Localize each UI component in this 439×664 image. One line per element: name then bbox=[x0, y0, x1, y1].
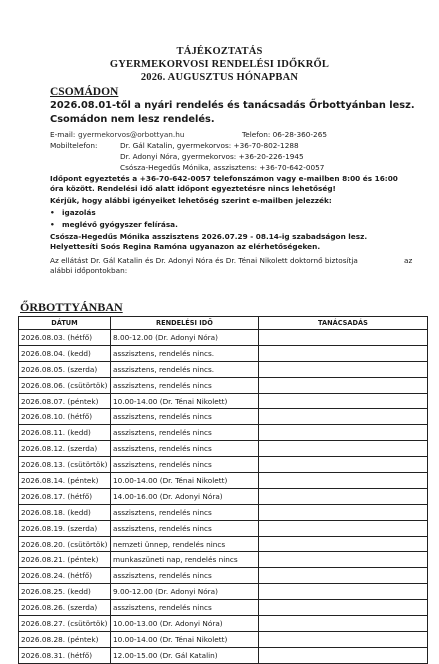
care-note-tail: az bbox=[404, 256, 413, 265]
cell-hours: asszisztens, rendelés nincs bbox=[110, 568, 258, 584]
cell-consultation bbox=[258, 441, 427, 457]
appointment-info: Időpont egyeztetés a +36-70-642-0057 telefonszámon vagy e-mailben 8:00 és 16:00 óra között. Rendelési idő alatt időpont egyeztetésre nincs lehetőség! bbox=[50, 174, 398, 193]
cell-hours: 9.00-12.00 (Dr. Adonyi Nóra) bbox=[110, 584, 258, 600]
cell-hours: 12.00-15.00 (Dr. Gál Katalin) bbox=[110, 647, 258, 663]
document-month: 2026. AUGUSZTUS HÓNAPBAN bbox=[140, 72, 299, 83]
cell-hours: asszisztens, rendelés nincs bbox=[110, 504, 258, 520]
cell-date: 2026.08.24. (hétfő) bbox=[19, 568, 111, 584]
schedule-table bbox=[18, 316, 428, 664]
table-row bbox=[19, 441, 428, 457]
cell-hours: asszisztens, rendelés nincs bbox=[110, 425, 258, 441]
cell-date: 2026.08.04. (kedd) bbox=[19, 345, 111, 361]
table-row bbox=[19, 520, 428, 536]
table-row bbox=[19, 330, 428, 346]
cell-date: 2026.08.28. (péntek) bbox=[19, 631, 111, 647]
table-row bbox=[19, 568, 428, 584]
table-header-row bbox=[19, 317, 428, 330]
table-row bbox=[19, 552, 428, 568]
cell-hours: munkaszüneti nap, rendelés nincs bbox=[110, 552, 258, 568]
cell-consultation bbox=[258, 345, 427, 361]
cell-consultation bbox=[258, 425, 427, 441]
table-row bbox=[19, 536, 428, 552]
table-row bbox=[19, 409, 428, 425]
cell-date: 2026.08.31. (hétfő) bbox=[19, 647, 111, 663]
email-request: Kérjük, hogy alábbi igényeiket lehetőség szerint e-mailben jelezzék: bbox=[50, 196, 332, 205]
cell-consultation bbox=[258, 584, 427, 600]
column-header-date: DÁTUM bbox=[19, 317, 111, 330]
table-row bbox=[19, 393, 428, 409]
cell-date: 2026.08.03. (hétfő) bbox=[19, 330, 111, 346]
cell-hours: asszisztens, rendelés nincs bbox=[110, 457, 258, 473]
document-subtitle: GYERMEKORVOSI RENDELÉSI IDŐKRŐL bbox=[109, 59, 330, 70]
cell-consultation bbox=[258, 488, 427, 504]
cell-date: 2026.08.10. (hétfő) bbox=[19, 409, 111, 425]
cell-date: 2026.08.27. (csütörtök) bbox=[19, 616, 111, 632]
mobile-doctor-adonyi: Dr. Adonyi Nóra, gyermekorvos: +36-20-226-1945 bbox=[120, 152, 304, 161]
cell-date: 2026.08.18. (kedd) bbox=[19, 504, 111, 520]
cell-hours: asszisztens, rendelés nincs bbox=[110, 377, 258, 393]
column-header-consultation: TANÁCSADÁS bbox=[258, 317, 427, 330]
csomad-notice-line1: 2026.08.01-től a nyári rendelés és tanácsadás Őrbottyánban lesz. bbox=[50, 100, 415, 111]
cell-date: 2026.08.17. (hétfő) bbox=[19, 488, 111, 504]
cell-date: 2026.08.25. (kedd) bbox=[19, 584, 111, 600]
cell-hours: asszisztens, rendelés nincs bbox=[110, 600, 258, 616]
csomad-notice-line2: Csomádon nem lesz rendelés. bbox=[50, 114, 215, 125]
cell-hours: asszisztens, rendelés nincs bbox=[110, 409, 258, 425]
cell-hours: 10.00-13.00 (Dr. Adonyi Nóra) bbox=[110, 616, 258, 632]
care-note-line1: Az ellátást Dr. Gál Katalin és Dr. Adonyi Nóra és Dr. Ténai Nikolett doktornő biztosítja bbox=[50, 256, 358, 265]
bullet-item: • meglévő gyógyszer felírása. bbox=[62, 220, 178, 229]
table-row bbox=[19, 473, 428, 489]
table-row bbox=[19, 616, 428, 632]
cell-consultation bbox=[258, 536, 427, 552]
table-row bbox=[19, 647, 428, 663]
cell-date: 2026.08.11. (kedd) bbox=[19, 425, 111, 441]
cell-hours: asszisztens, rendelés nincs bbox=[110, 520, 258, 536]
cell-consultation bbox=[258, 647, 427, 663]
cell-consultation bbox=[258, 473, 427, 489]
cell-hours: 8.00-12.00 (Dr. Adonyi Nóra) bbox=[110, 330, 258, 346]
bullet-item: • igazolás bbox=[62, 208, 96, 217]
cell-date: 2026.08.06. (csütörtök) bbox=[19, 377, 111, 393]
table-row bbox=[19, 584, 428, 600]
mobile-doctor-gal: Dr. Gál Katalin, gyermekorvos: +36-70-802-1288 bbox=[120, 141, 299, 150]
cell-consultation bbox=[258, 361, 427, 377]
table-row bbox=[19, 600, 428, 616]
mobile-label: Mobiltelefon: bbox=[50, 141, 98, 150]
cell-date: 2026.08.26. (szerda) bbox=[19, 600, 111, 616]
cell-date: 2026.08.05. (szerda) bbox=[19, 361, 111, 377]
table-row bbox=[19, 377, 428, 393]
cell-date: 2026.08.14. (péntek) bbox=[19, 473, 111, 489]
cell-consultation bbox=[258, 409, 427, 425]
schedule-body bbox=[19, 330, 428, 664]
care-note-line2: alábbi időpontokban: bbox=[50, 266, 128, 275]
section-heading-orbottyan: ŐRBOTTYÁNBAN bbox=[20, 300, 123, 314]
cell-consultation bbox=[258, 568, 427, 584]
table-row bbox=[19, 504, 428, 520]
cell-hours: 10.00-14.00 (Dr. Ténai Nikolett) bbox=[110, 473, 258, 489]
section-heading-csomad: CSOMÁDON bbox=[50, 86, 119, 98]
column-header-hours: RENDELÉSI IDŐ bbox=[110, 317, 258, 330]
cell-consultation bbox=[258, 616, 427, 632]
assistant-leave-note: Csósza-Hegedűs Mónika asszisztens 2026.07.29 - 08.14-ig szabadságon lesz. Helyettesíti Soós Regina Ramóna ugyanazon az elérhetőségeken. bbox=[50, 232, 368, 251]
phone-number: Telefon: 06-28-360-265 bbox=[242, 130, 327, 139]
table-row bbox=[19, 488, 428, 504]
cell-date: 2026.08.20. (csütörtök) bbox=[19, 536, 111, 552]
email-label: E-mail: bbox=[50, 130, 76, 139]
cell-hours: 10.00-14.00 (Dr. Ténai Nikolett) bbox=[110, 393, 258, 409]
cell-date: 2026.08.12. (szerda) bbox=[19, 441, 111, 457]
cell-consultation bbox=[258, 504, 427, 520]
cell-hours: 10.00-14.00 (Dr. Ténai Nikolett) bbox=[110, 631, 258, 647]
cell-hours: asszisztens, rendelés nincs. bbox=[110, 345, 258, 361]
mobile-assistant: Csósza-Hegedűs Mónika, asszisztens: +36-70-642-0057 bbox=[120, 163, 325, 172]
table-row bbox=[19, 457, 428, 473]
document-title: TÁJÉKOZTATÁS bbox=[176, 46, 263, 57]
cell-consultation bbox=[258, 552, 427, 568]
cell-consultation bbox=[258, 393, 427, 409]
table-row bbox=[19, 361, 428, 377]
cell-consultation bbox=[258, 330, 427, 346]
cell-hours: asszisztens, rendelés nincs. bbox=[110, 361, 258, 377]
table-row bbox=[19, 345, 428, 361]
cell-consultation bbox=[258, 600, 427, 616]
cell-hours: 14.00-16.00 (Dr. Adonyi Nóra) bbox=[110, 488, 258, 504]
cell-date: 2026.08.13. (csütörtök) bbox=[19, 457, 111, 473]
cell-hours: asszisztens, rendelés nincs bbox=[110, 441, 258, 457]
cell-date: 2026.08.07. (péntek) bbox=[19, 393, 111, 409]
cell-consultation bbox=[258, 520, 427, 536]
cell-date: 2026.08.19. (szerda) bbox=[19, 520, 111, 536]
cell-consultation bbox=[258, 457, 427, 473]
table-row bbox=[19, 425, 428, 441]
cell-hours: nemzeti ünnep, rendelés nincs bbox=[110, 536, 258, 552]
email-link[interactable]: gyermekorvos@orbottyan.hu bbox=[78, 130, 185, 139]
cell-consultation bbox=[258, 377, 427, 393]
cell-date: 2026.08.21. (péntek) bbox=[19, 552, 111, 568]
